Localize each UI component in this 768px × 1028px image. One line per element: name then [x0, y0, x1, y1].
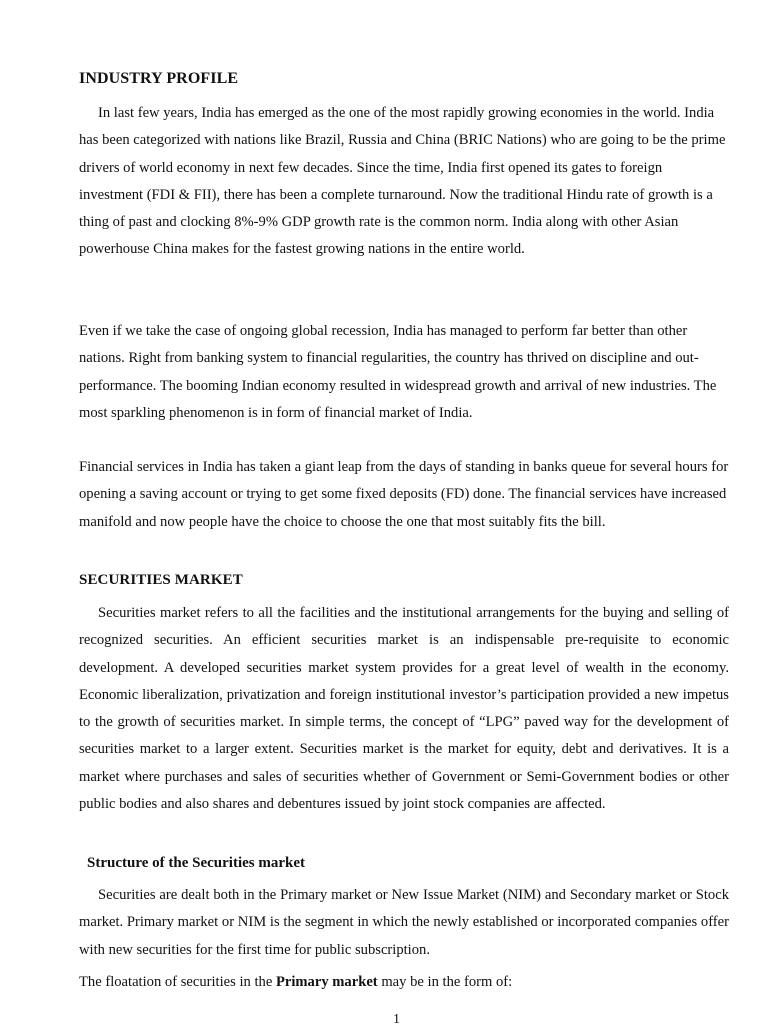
structure-paragraph-1: Securities are dealt both in the Primary market or New Issue Market (NIM) and Secondary market or Stock market. Primary market or NIM is the segment in which the newly established or incorporated companies offer with new securities for the first time for public subscription. [79, 887, 729, 958]
structure-paragraph-2-tail: may be in the form of: [377, 974, 513, 990]
page-number: 1 [393, 1012, 400, 1027]
securities-market-paragraph: Securities market refers to all the facilities and the institutional arrangements for the buying and selling of recognized securities. An efficient securities market is an indispensable pre-requisite to economic development. A developed securities market system provides for a great level of wealth in the economy. Economic liberalization, privatization and foreign institutional investor’s participation provided a new impetus to the growth of securities market. In simple terms, the concept of “LPG” paved way for the development of securities market to a larger extent. Securities market is the market for equity, debt and derivatives. It is a market where purchases and sales of securities whether of Government or Semi-Government bodies or other public bodies and also shares and debentures issued by joint stock companies are affected. [79, 605, 729, 813]
structure-paragraph-2-lead: The floatation of securities in the [79, 974, 276, 990]
industry-profile-heading: INDUSTRY PROFILE [79, 70, 239, 87]
securities-market-heading: SECURITIES MARKET [79, 572, 243, 588]
primary-market-bold: Primary market [275, 974, 378, 990]
industry-profile-paragraph-2: Even if we take the case of ongoing global recession, India has managed to perform far better than other nations. Right from banking system to financial regularities, the country has thrived on discipline and out-performance. The booming Indian economy resulted in widespread growth and arrival of new industries. The most sparkling phenomenon is in form of financial market of India. [79, 323, 717, 421]
industry-profile-paragraph-1: In last few years, India has emerged as the one of the most rapidly growing economies in the world. India has been categorized with nations like Brazil, Russia and China (BRIC Nations) who are going to be the prime drivers of world economy in next few decades. Since the time, India first opened its gates to foreign investment (FDI & FII), there has been a complete turnaround. Now the traditional Hindu rate of growth is a thing of past and clocking 8%-9% GDP growth rate is the common norm. India along with other Asian powerhouse China makes for the fastest growing nations in the entire world. [79, 105, 726, 258]
structure-heading: Structure of the Securities market [87, 855, 305, 871]
industry-profile-paragraph-3: Financial services in India has taken a giant leap from the days of standing in banks queue for several hours for opening a saving account or trying to get some fixed deposits (FD) done. The financial services have increased manifold and now people have the choice to choose the one that most suitably fits the bill. [79, 459, 729, 530]
structure-paragraph-2 [79, 969, 729, 996]
